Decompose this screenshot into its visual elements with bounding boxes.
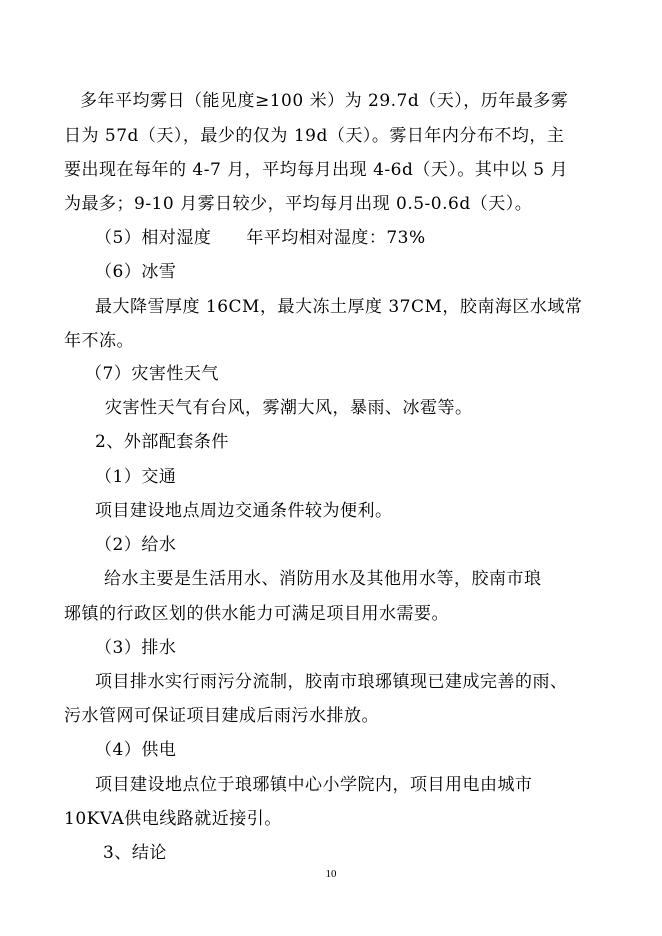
disaster-weather-text: 灾害性天气有台风，雾潮大风，暴雨、冰雹等。 [105,398,473,418]
drainage-heading: （3）排水 [95,638,177,658]
ice-snow-heading: （6）冰雪 [95,262,177,282]
water-supply-line-1: 给水主要是生活用水、消防用水及其他用水等，胶南市琅 [104,569,542,589]
ice-snow-line-2: 年不冻。 [64,331,134,351]
traffic-heading: （1）交通 [95,467,177,487]
water-supply-line-2: 琊镇的行政区划的供水能力可满足项目用水需要。 [64,604,449,624]
traffic-text: 项目建设地点周边交通条件较为便利。 [95,501,393,521]
disaster-weather-heading: （7）灾害性天气 [85,364,219,384]
power-heading: （4）供电 [95,740,177,760]
drainage-line-2: 污水管网可保证项目建成后雨污水排放。 [64,706,379,726]
drainage-line-1: 项目排水实行雨污分流制，胶南市琅琊镇现已建成完善的雨、 [95,672,568,692]
fog-days-line-1: 多年平均雾日（能见度≥100 米）为 29.7d（天），历年最多雾 [80,91,569,111]
power-line-2: 10KVA供电线路就近接引。 [64,809,282,829]
fog-days-line-2: 日为 57d（天），最少的仅为 19d（天）。雾日年内分布不均，主 [64,126,565,146]
water-supply-heading: （2）给水 [95,535,177,555]
ice-snow-line-1: 最大降雪厚度 16CM，最大冻土厚度 37CM，胶南海区水域常 [95,297,583,317]
conclusion-heading: 3、结论 [103,843,167,863]
power-line-1: 项目建设地点位于琅琊镇中心小学院内，项目用电由城市 [95,775,533,795]
fog-days-line-3: 要出现在每年的 4-7 月，平均每月出现 4-6d（天）。其中以 5 月 [64,160,568,180]
humidity-heading: （5）相对湿度 年平均相对湿度：73% [95,228,426,248]
fog-days-line-4: 为最多；9-10 月雾日较少，平均每月出现 0.5-0.6d（天）。 [64,194,533,214]
external-conditions-heading: 2、外部配套条件 [95,432,229,452]
page-number: 10 [325,868,337,880]
